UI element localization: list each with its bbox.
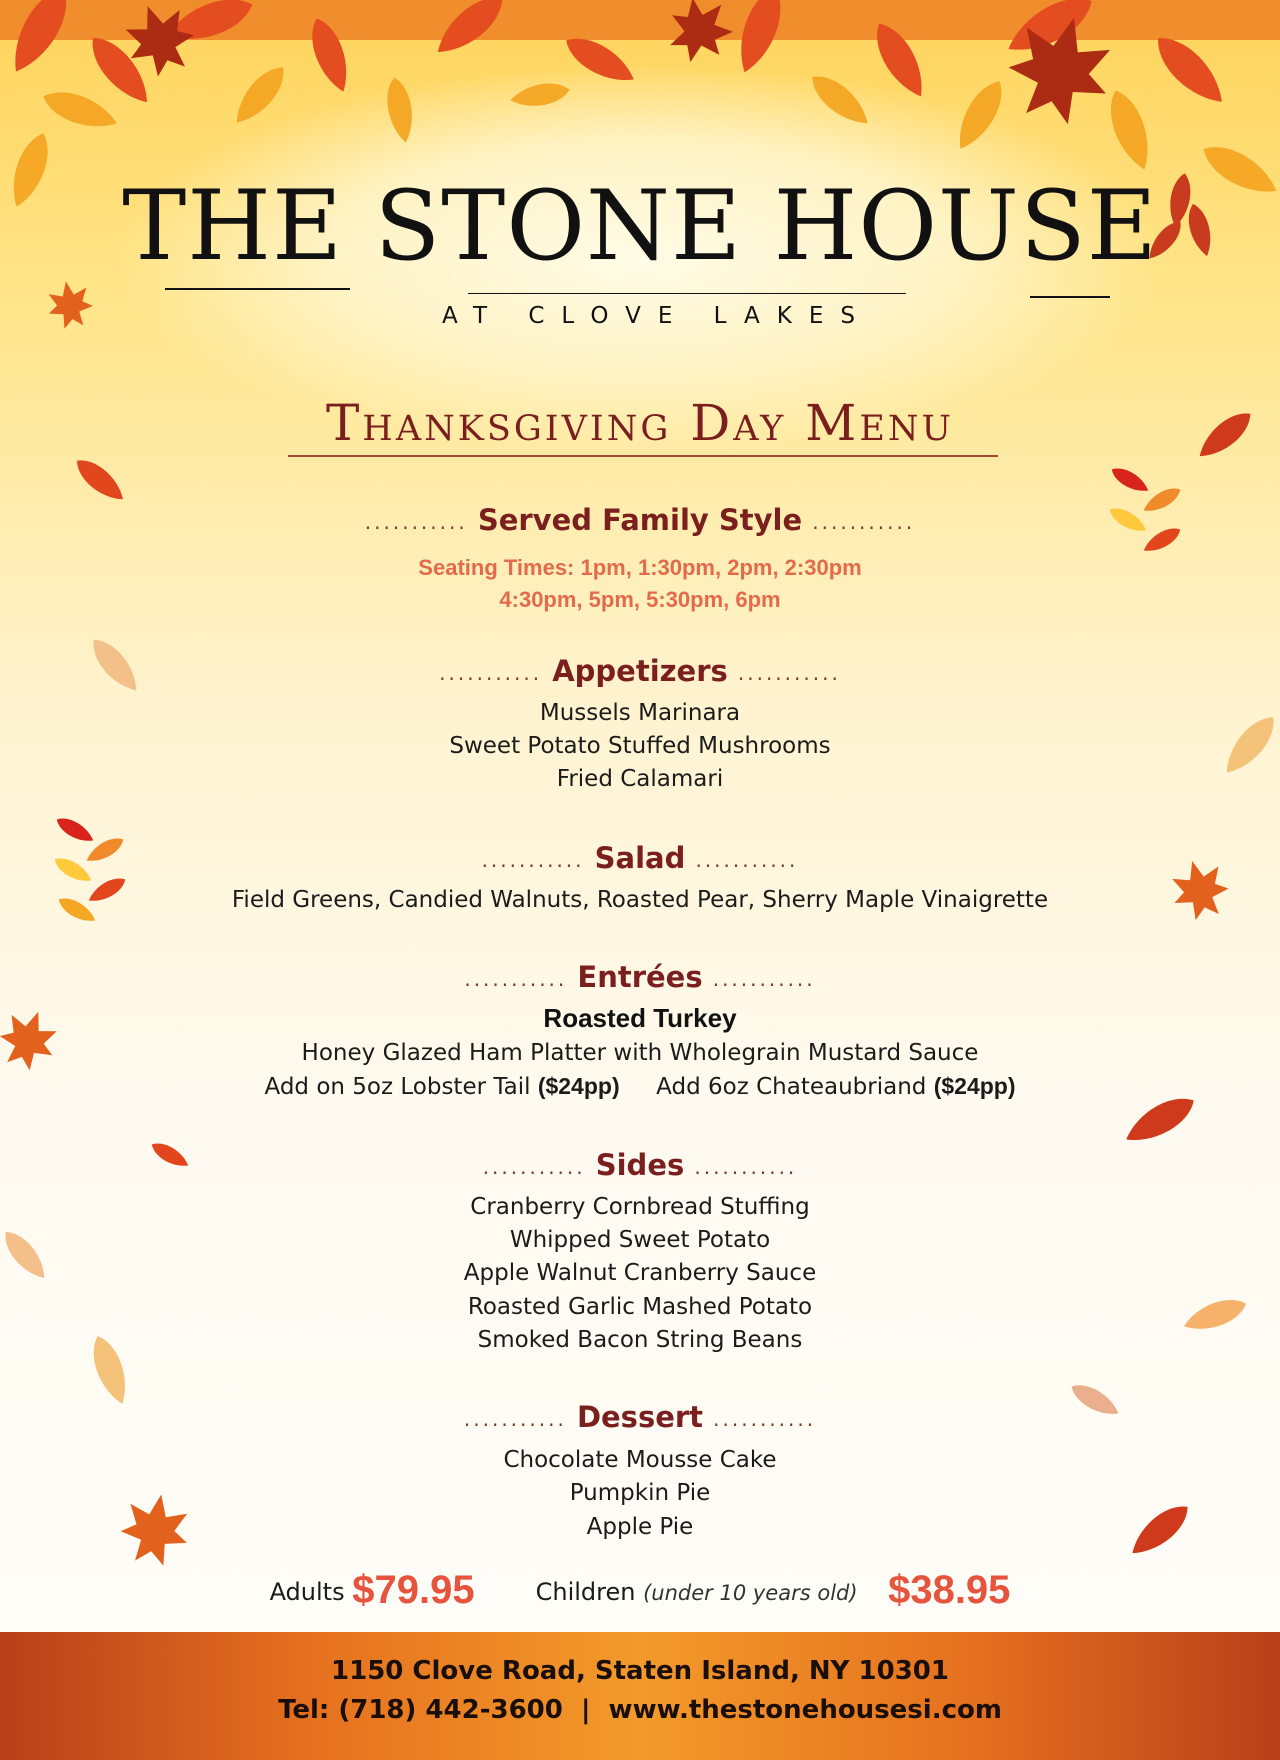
- menu-item: Field Greens, Candied Walnuts, Roasted Pear, Sherry Maple Vinaigrette: [231, 887, 1049, 913]
- dots-left: ...........: [364, 510, 468, 534]
- dessert-heading-text: Dessert: [576, 1400, 704, 1434]
- dots-left: ...........: [481, 848, 585, 872]
- seating-times-line-2: 4:30pm, 5pm, 5:30pm, 6pm: [499, 587, 781, 612]
- logo-rule-right: [1030, 296, 1110, 298]
- dots-right: ...........: [713, 1407, 817, 1431]
- dots-left: ...........: [439, 661, 543, 685]
- children-label: Children: [535, 1578, 636, 1606]
- menu-item: Whipped Sweet Potato: [509, 1227, 771, 1253]
- logo-rule-left: [165, 288, 350, 290]
- dots-right: ...........: [737, 661, 841, 685]
- dots-left: ...........: [463, 1407, 567, 1431]
- menu-item: Sweet Potato Stuffed Mushrooms: [449, 733, 831, 759]
- footer-band: [0, 1632, 1280, 1760]
- menu-item: Apple Walnut Cranberry Sauce: [463, 1260, 817, 1286]
- menu-item: Roasted Garlic Mashed Potato: [467, 1294, 813, 1320]
- addon-chateaubriand-price: ($24pp): [933, 1073, 1016, 1099]
- section-heading-service: [0, 503, 1280, 537]
- menu-item: Pumpkin Pie: [569, 1480, 711, 1506]
- section-heading-appetizers: [0, 654, 1280, 688]
- menu-item: Chocolate Mousse Cake: [503, 1447, 777, 1473]
- sides-heading-text: Sides: [595, 1148, 685, 1182]
- menu-item: Fried Calamari: [556, 766, 724, 792]
- side-leaves: [0, 277, 1280, 1568]
- entree-addons: [0, 1070, 1280, 1104]
- addon-lobster-price: ($24pp): [537, 1073, 620, 1099]
- section-heading-sides: [0, 1148, 1280, 1182]
- dots-left: ...........: [482, 1155, 586, 1179]
- addon-chateaubriand-label: Add 6oz Chateaubriand: [656, 1074, 927, 1100]
- children-price: $38.95: [888, 1568, 1011, 1612]
- logo-rule-center: [468, 293, 906, 294]
- dots-right: ...........: [712, 967, 816, 991]
- entrees-heading-text: Entrées: [577, 960, 703, 994]
- entree-main: Roasted Turkey: [543, 1003, 737, 1033]
- title-underline: [288, 455, 998, 457]
- seating-times-line-1: Seating Times: 1pm, 1:30pm, 2pm, 2:30pm: [418, 555, 862, 580]
- children-note: (under 10 years old): [643, 1581, 858, 1605]
- dots-right: ...........: [694, 1155, 798, 1179]
- service-heading-text: Served Family Style: [477, 503, 803, 537]
- salad-heading-text: Salad: [594, 841, 686, 875]
- brand-logo-name: THE STONE HOUSE: [122, 170, 1158, 282]
- menu-item: Apple Pie: [586, 1514, 694, 1540]
- menu-item: Smoked Bacon String Beans: [477, 1327, 803, 1353]
- footer-contact: Tel: (718) 442-3600 | www.thestonehousesi.com: [278, 1695, 1002, 1725]
- addon-lobster-label: Add on 5oz Lobster Tail: [264, 1074, 531, 1100]
- menu-item: Cranberry Cornbread Stuffing: [470, 1194, 810, 1220]
- section-heading-entrees: [0, 960, 1280, 994]
- footer-address: 1150 Clove Road, Staten Island, NY 10301: [331, 1656, 949, 1686]
- menu-title: Thanksgiving Day Menu: [325, 394, 955, 452]
- appetizers-heading-text: Appetizers: [552, 654, 728, 688]
- pricing-row: [0, 1568, 1280, 1615]
- section-heading-salad: [0, 841, 1280, 875]
- menu-item: Mussels Marinara: [539, 700, 741, 726]
- adults-price: $79.95: [352, 1568, 475, 1612]
- brand-logo-subtitle: AT CLOVE LAKES: [442, 303, 872, 329]
- dots-right: ...........: [812, 510, 916, 534]
- adults-label: Adults: [269, 1578, 345, 1606]
- dots-right: ...........: [695, 848, 799, 872]
- section-heading-dessert: [0, 1400, 1280, 1434]
- dots-left: ...........: [464, 967, 568, 991]
- entree-second: Honey Glazed Ham Platter with Wholegrain Mustard Sauce: [301, 1040, 979, 1066]
